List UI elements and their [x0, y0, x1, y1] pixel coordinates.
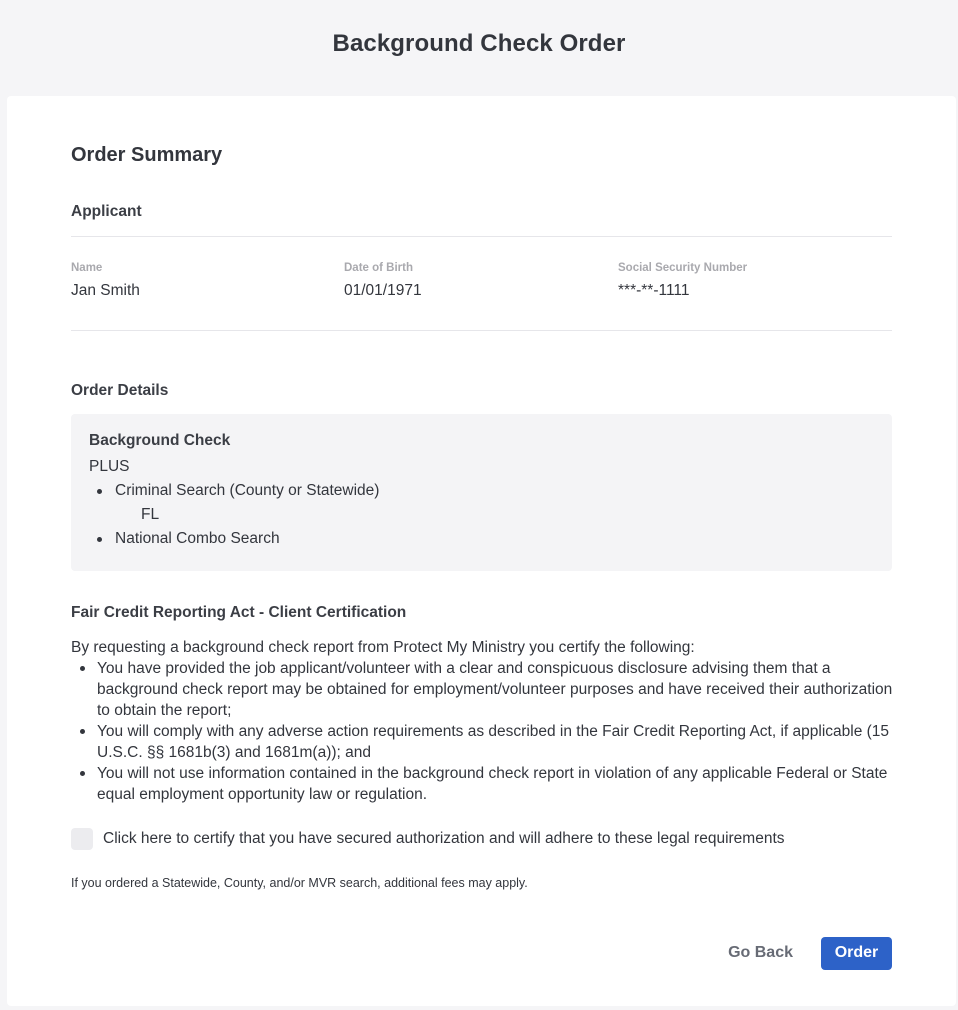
fcra-item	[71, 763, 901, 805]
certify-checkbox[interactable]	[71, 828, 93, 850]
applicant-name-field	[71, 262, 140, 300]
applicant-ssn-field	[618, 262, 747, 300]
bullet-icon	[97, 537, 102, 542]
dob-value: 01/01/1971	[344, 282, 422, 299]
certify-row[interactable]	[71, 828, 785, 850]
page-title: Background Check Order	[332, 30, 626, 57]
order-summary-title: Order Summary	[71, 144, 223, 166]
search-item-state: FL	[141, 506, 160, 523]
search-item-label: Criminal Search (County or Statewide)	[115, 482, 380, 499]
fees-note: If you ordered a Statewide, County, and/or MVR search, additional fees may apply.	[71, 876, 528, 890]
fcra-list	[71, 658, 901, 805]
fcra-item-text: You will comply with any adverse action requirements as described in the Fair Credit Reporting Act, if applicable (15 U.S.C. §§ 1681b(3) and 1681m(a)); and	[97, 723, 890, 761]
order-button[interactable]: Order	[821, 937, 892, 970]
order-summary-card	[7, 96, 956, 1006]
bullet-icon	[80, 729, 85, 734]
action-bar	[714, 936, 892, 970]
bullet-icon	[80, 666, 85, 671]
search-item-national	[97, 527, 874, 551]
search-list	[97, 479, 874, 551]
applicant-divider	[71, 236, 892, 237]
fcra-item	[71, 721, 901, 763]
bullet-icon	[97, 489, 102, 494]
bullet-icon	[80, 771, 85, 776]
package-name: PLUS	[89, 458, 130, 475]
applicant-bottom-divider	[71, 330, 892, 331]
order-details-box	[71, 414, 892, 571]
certify-label[interactable]: Click here to certify that you have secured authorization and will adhere to these legal requirements	[103, 830, 785, 847]
applicant-section-label: Applicant	[71, 203, 142, 220]
fcra-item	[71, 658, 901, 721]
ssn-value: ***-**-1111	[618, 282, 690, 299]
order-details-section-label: Order Details	[71, 382, 169, 399]
go-back-button[interactable]: Go Back	[714, 936, 807, 970]
name-value: Jan Smith	[71, 282, 140, 299]
fcra-intro: By requesting a background check report from Protect My Ministry you certify the following:	[71, 639, 695, 656]
ssn-label: Social Security Number	[618, 262, 748, 274]
product-heading: Background Check	[89, 432, 231, 449]
search-item-label: National Combo Search	[115, 530, 280, 547]
fcra-item-text: You will not use information contained in the background check report in violation of any applicable Federal or State equal employment opportunity law or regulation.	[97, 765, 888, 803]
fcra-item-text: You have provided the job applicant/volunteer with a clear and conspicuous disclosure advising them that a background check report may be obtained for employment/volunteer purposes and have received their authorization to obtain the report;	[97, 660, 893, 719]
page-header	[0, 0, 958, 96]
applicant-dob-field	[344, 262, 422, 300]
search-item-criminal	[97, 479, 874, 527]
fcra-title: Fair Credit Reporting Act - Client Certification	[71, 604, 407, 621]
dob-label: Date of Birth	[344, 262, 413, 274]
name-label: Name	[71, 262, 103, 274]
